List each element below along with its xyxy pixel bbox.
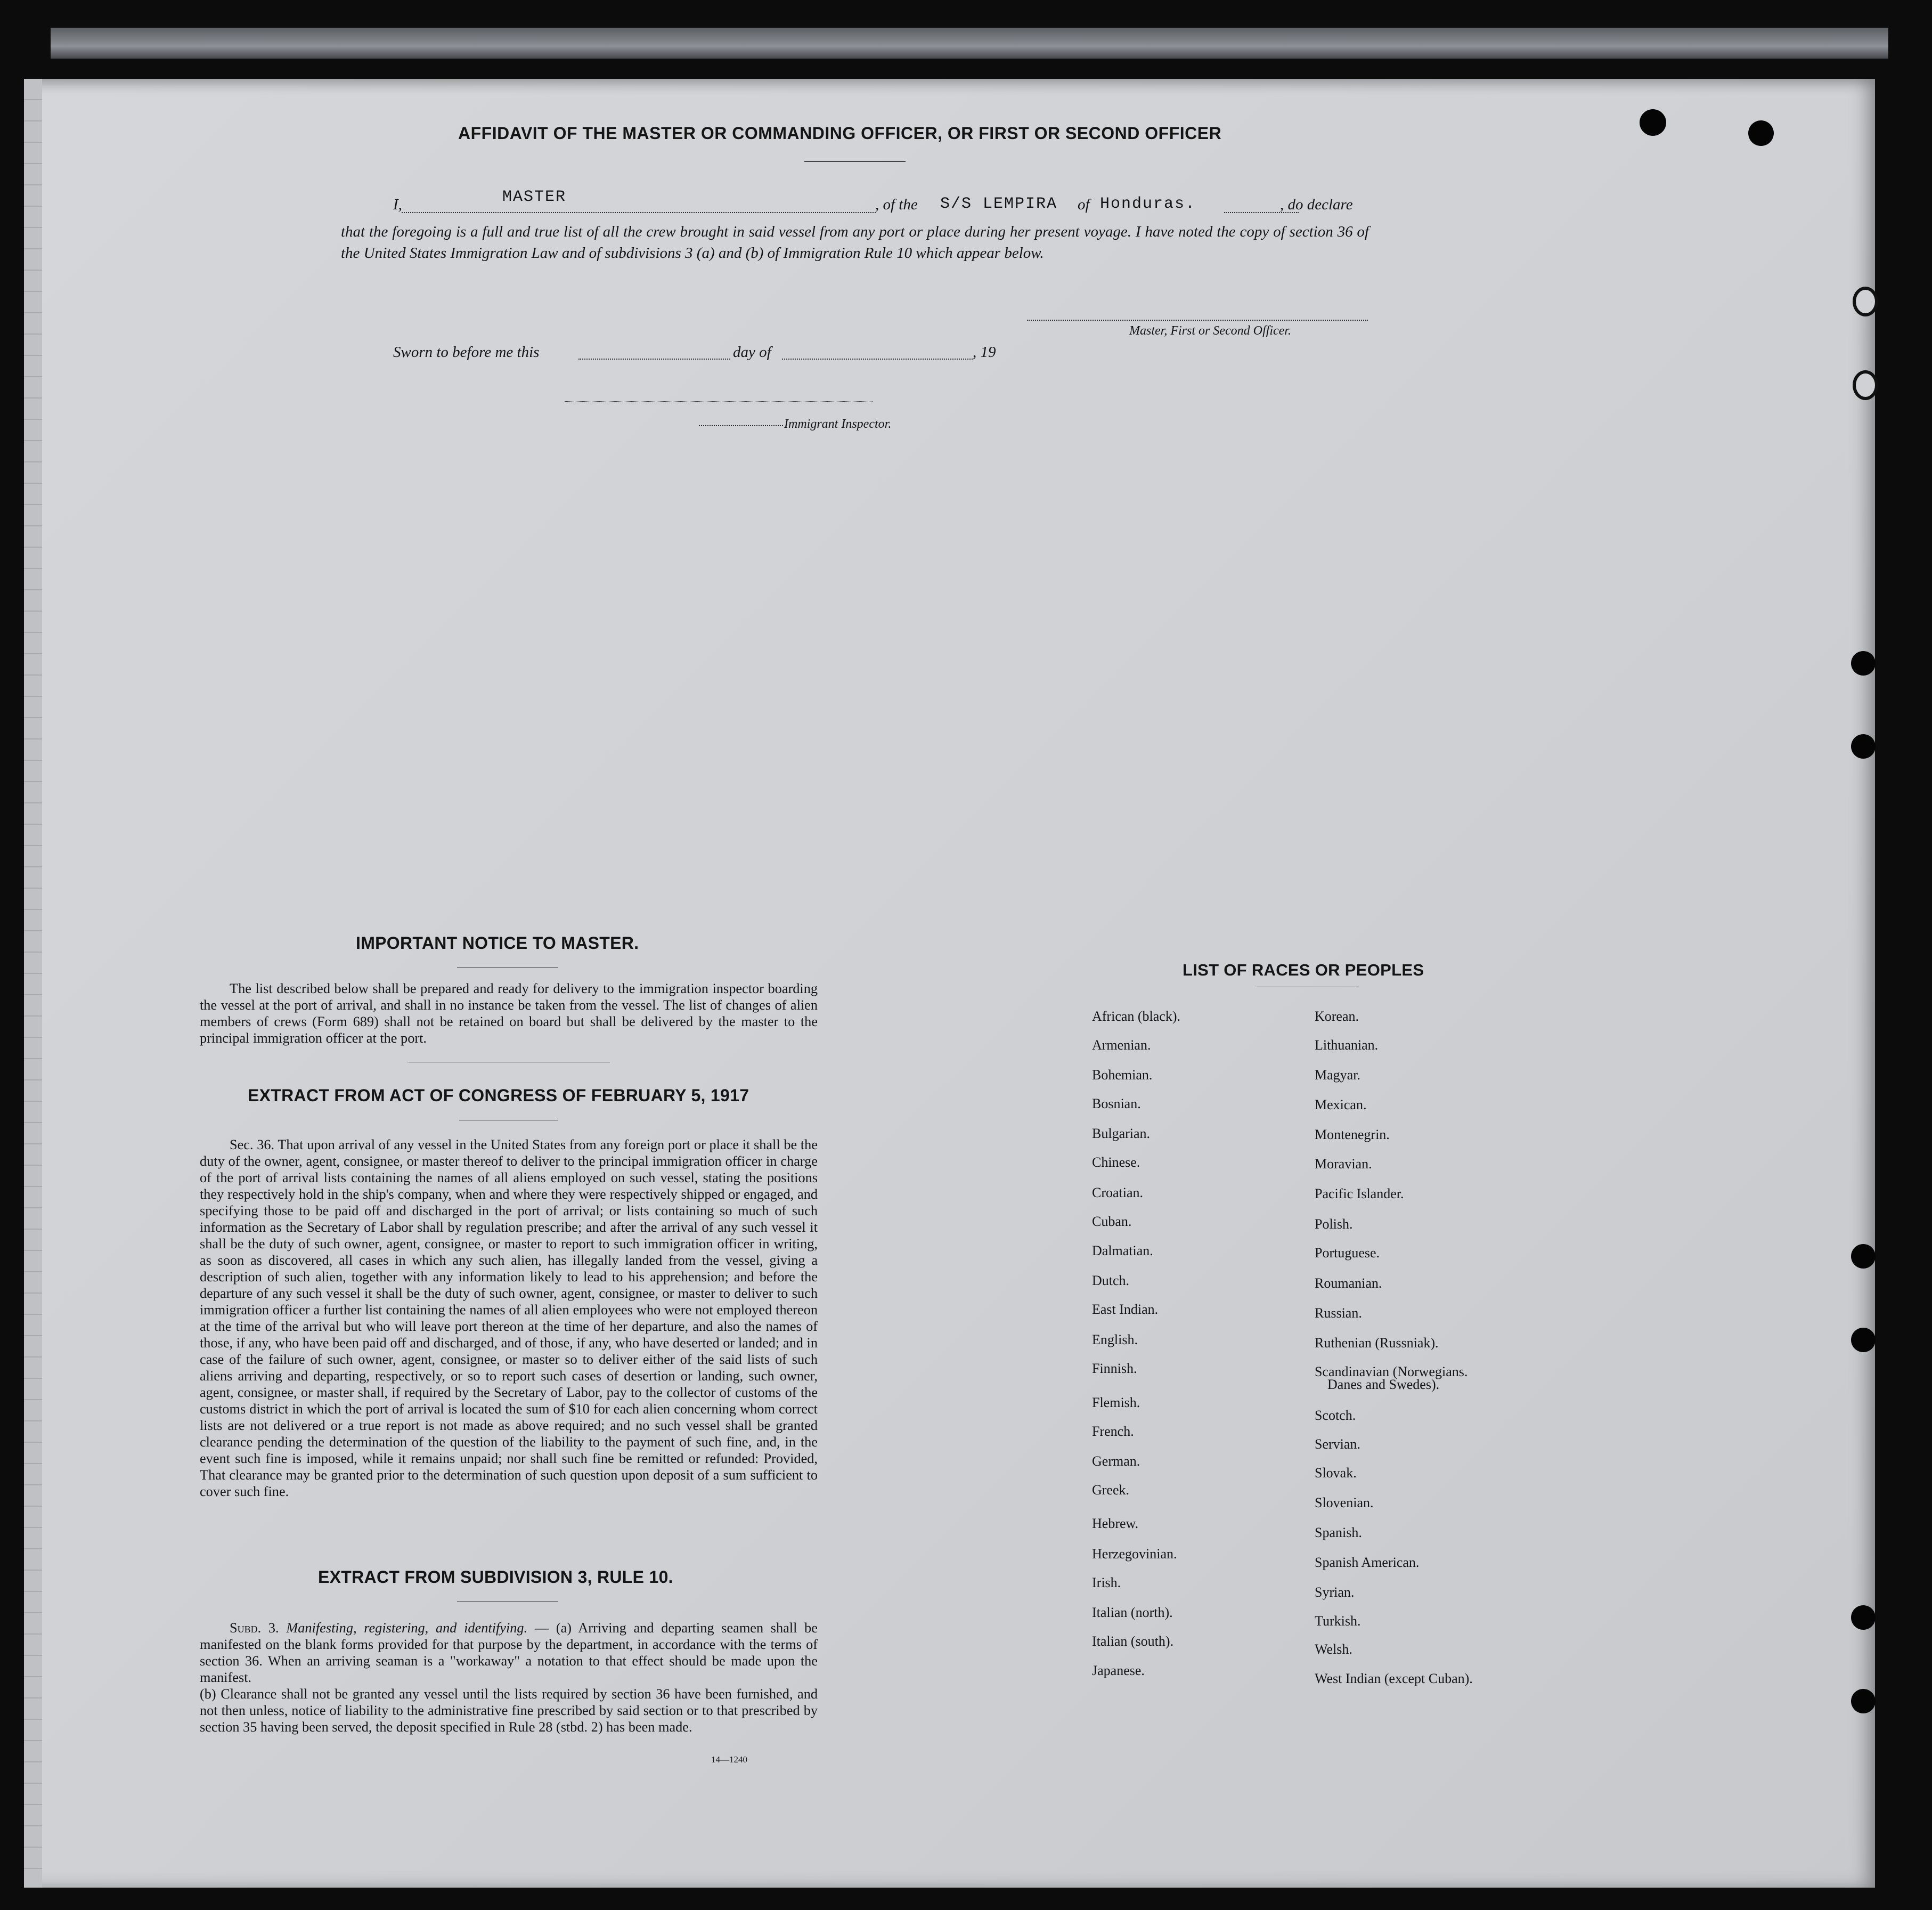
race-col1-item: Herzegovinian. (1092, 1546, 1177, 1562)
race-col1-item: Japanese. (1092, 1663, 1145, 1678)
declaration-prefix: I, (393, 196, 402, 213)
races-title: LIST OF RACES OR PEOPLES (1183, 961, 1424, 979)
inspector-signature-line (565, 401, 873, 402)
subd-label: Subd. 3. (230, 1620, 279, 1636)
race-col2-item: Spanish. (1315, 1525, 1362, 1540)
sworn-day-dotline (578, 359, 730, 360)
race-col1-item: Greek. (1092, 1482, 1130, 1498)
race-col2-item: Danes and Swedes). (1327, 1377, 1440, 1392)
race-col1-item: Italian (south). (1092, 1633, 1174, 1649)
notice-underline (457, 967, 558, 968)
race-col1-item: Italian (north). (1092, 1605, 1173, 1620)
race-col2-item: Roumanian. (1315, 1275, 1382, 1291)
race-col1-item: Armenian. (1092, 1037, 1151, 1053)
binder-hole (1851, 1244, 1876, 1269)
race-col1-item: Chinese. (1092, 1155, 1140, 1170)
race-col2-item: Slovak. (1315, 1465, 1357, 1481)
rule-title: EXTRACT FROM SUBDIVISION 3, RULE 10. (318, 1567, 673, 1587)
binder-ring (1853, 370, 1878, 400)
declaration-of-the: , of the (875, 196, 918, 213)
race-col2-item: Polish. (1315, 1216, 1353, 1232)
race-col2-item: Montenegrin. (1315, 1127, 1390, 1142)
binder-hole (1640, 109, 1666, 136)
declaration-suffix: , do declare (1280, 196, 1353, 213)
form-number: 14—1240 (711, 1754, 747, 1765)
inspector-label: Immigrant Inspector. (784, 417, 892, 431)
sworn-month-dotline (782, 359, 973, 360)
race-col1-item: Cuban. (1092, 1214, 1132, 1229)
race-col2-item: Korean. (1315, 1009, 1359, 1024)
master-name: MASTER (502, 188, 567, 206)
race-col1-item: Dalmatian. (1092, 1243, 1153, 1258)
vessel-name: S/S LEMPIRA (940, 195, 1058, 213)
rule-underline (457, 1601, 558, 1602)
sworn-day-of: day of (733, 344, 771, 361)
sworn-prefix: Sworn to before me this (393, 344, 540, 361)
act-title: EXTRACT FROM ACT OF CONGRESS OF FEBRUARY 5, 1917 (248, 1086, 749, 1105)
race-col1-item: French. (1092, 1424, 1134, 1439)
race-col1-item: Hebrew. (1092, 1516, 1139, 1531)
declaration-line (393, 188, 1368, 218)
race-col2-item: Scotch. (1315, 1408, 1356, 1423)
race-col2-item: Ruthenian (Russniak). (1315, 1335, 1439, 1351)
race-col2-item: Moravian. (1315, 1156, 1372, 1172)
sheet-left-edge (24, 79, 42, 1888)
race-col1-item: African (black). (1092, 1009, 1181, 1024)
binder-ring (1853, 287, 1878, 316)
binder-hole (1851, 1328, 1876, 1352)
scanner-top-strip (51, 28, 1888, 59)
race-col1-item: Flemish. (1092, 1395, 1140, 1410)
race-col1-item: East Indian. (1092, 1302, 1159, 1317)
notice-title: IMPORTANT NOTICE TO MASTER. (356, 933, 639, 953)
inspector-dotline (699, 425, 783, 426)
subd-heading: Manifesting, registering, and identifying. (286, 1620, 528, 1636)
binder-hole (1851, 651, 1876, 676)
race-col1-item: Finnish. (1092, 1361, 1137, 1376)
sworn-line (393, 344, 1032, 365)
master-signature-label: Master, First or Second Officer. (1129, 324, 1291, 338)
race-col1-item: Croatian. (1092, 1185, 1144, 1200)
race-col2-item: Lithuanian. (1315, 1037, 1379, 1053)
act-text: Sec. 36. That upon arrival of any vessel in the United States from any foreign port or place it shall be the duty of the owner, agent, consignee, or master thereof to deliver to the principal immigration officer in charge of the port of arrival lists containing the names of all aliens employed on such vessel, stating the positions they respectively hold in the ship's company, when and where they were respectively shipped or engaged, and specifying those to be paid off and discharged in the port of arrival; or lists containing so much of such information as the Secretary of Labor shall by regulation prescribe; and after the arrival of any such vessel it shall be the duty of such owner, agent, consignee, or master to report to such immigration officer in writing, as soon as discovered, all cases in which any such alien, has illegally landed from the vessel, giving a description of such alien, together with any information likely to lead to his apprehension; and before the departure of any such vessel it shall be the duty of such owner, agent, consignee, or master to deliver to such immigration officer a further list containing the names of all alien employees who were not employed thereon at the time of the arrival but who will leave port thereon at the time of her departure, and also the names of those, if any, who have been paid off and discharged, and of those, if any, who have deserted or landed; and in case of the failure of such owner, agent, consignee, or master so to deliver either of the said lists of such aliens arriving and departing, respectively, or so to report such cases of desertion or landing, such owner, agent, consignee, or master shall, if required by the Secretary of Labor, pay to the collector of customs of the customs district in which the port of arrival is located the sum of $10 for each alien concerning whom correct lists are not delivered or a true report is not made as above required; and no such vessel shall be granted clearance pending the determination of the question of the liability to the payment of such fine, and, in the event such fine is imposed, while it remains unpaid; nor shall such fine be remitted or refunded: Provided, That clearance may be granted prior to the determination of such question upon deposit of a sum sufficient to cover such fine. (200, 1137, 818, 1499)
race-col2-item: Magyar. (1315, 1067, 1360, 1083)
declaration-of: of (1078, 196, 1090, 213)
master-signature-line (1027, 320, 1368, 321)
race-col1-item: Dutch. (1092, 1273, 1130, 1288)
race-col2-item: Russian. (1315, 1305, 1362, 1321)
vessel-country: Honduras. (1100, 195, 1196, 213)
declaration-paragraph: that the foregoing is a full and true list of all the crew brought in said vessel from any port or place during her present voyage. I have noted the copy of section 36 of the United States Immigration Law and of subdivisions 3 (a) and (b) of Immigration Rule 10 which appear below. (341, 223, 1369, 262)
race-col2-item: Pacific Islander. (1315, 1186, 1404, 1201)
binder-hole (1748, 120, 1774, 146)
binder-hole (1851, 734, 1876, 759)
binder-hole (1851, 1689, 1876, 1713)
race-col1-item: Bosnian. (1092, 1096, 1141, 1111)
affidavit-title: AFFIDAVIT OF THE MASTER OR COMMANDING OFFICER, OR FIRST OR SECOND OFFICER (458, 124, 1222, 143)
race-col1-item: German. (1092, 1453, 1140, 1469)
title-underline (804, 161, 906, 162)
race-col2-item: Welsh. (1315, 1641, 1352, 1657)
subd-part-a: — (a) Arriving and departing seamen shall be manifested on the blank forms provided for that purpose by the department, in accordance with the terms of section 36. When an arriving seaman is a "workaway" a notation to that effect should be made upon the manifest. (200, 1620, 818, 1685)
race-col2-item: Spanish American. (1315, 1555, 1420, 1570)
binder-hole (1851, 1605, 1876, 1630)
rule-part-a (200, 1620, 818, 1686)
race-col2-item: West Indian (except Cuban). (1315, 1671, 1473, 1686)
race-col2-item: Slovenian. (1315, 1495, 1374, 1510)
race-col1-item: Bohemian. (1092, 1067, 1153, 1083)
sworn-year: , 19 (973, 344, 996, 361)
race-col1-item: English. (1092, 1332, 1138, 1347)
race-col2-item: Servian. (1315, 1436, 1360, 1452)
race-col2-item: Scandinavian (Norwegians. (1315, 1364, 1468, 1379)
notice-text: The list described below shall be prepared and ready for delivery to the immigration inspector boarding the vessel at the port of arrival, and shall in no instance be taken from the vessel. The list of changes of alien members of crews (Form 689) shall not be retained on board but shall be delivered by the master to the principal immigration officer at the port. (200, 981, 818, 1046)
race-col2-item: Mexican. (1315, 1097, 1367, 1112)
race-col2-item: Turkish. (1315, 1613, 1361, 1629)
rule-part-b: (b) Clearance shall not be granted any vessel until the lists required by section 36 have been furnished, and not then unless, notice of liability to the administrative fine prescribed by said section or to that prescribed by section 35 having been served, the deposit specified in Rule 28 (stbd. 2) has been made. (200, 1686, 818, 1735)
master-name-dotline (402, 212, 876, 213)
race-col2-item: Syrian. (1315, 1584, 1355, 1600)
race-col1-item: Irish. (1092, 1575, 1121, 1590)
race-col2-item: Portuguese. (1315, 1245, 1380, 1261)
race-col1-item: Bulgarian. (1092, 1126, 1151, 1141)
